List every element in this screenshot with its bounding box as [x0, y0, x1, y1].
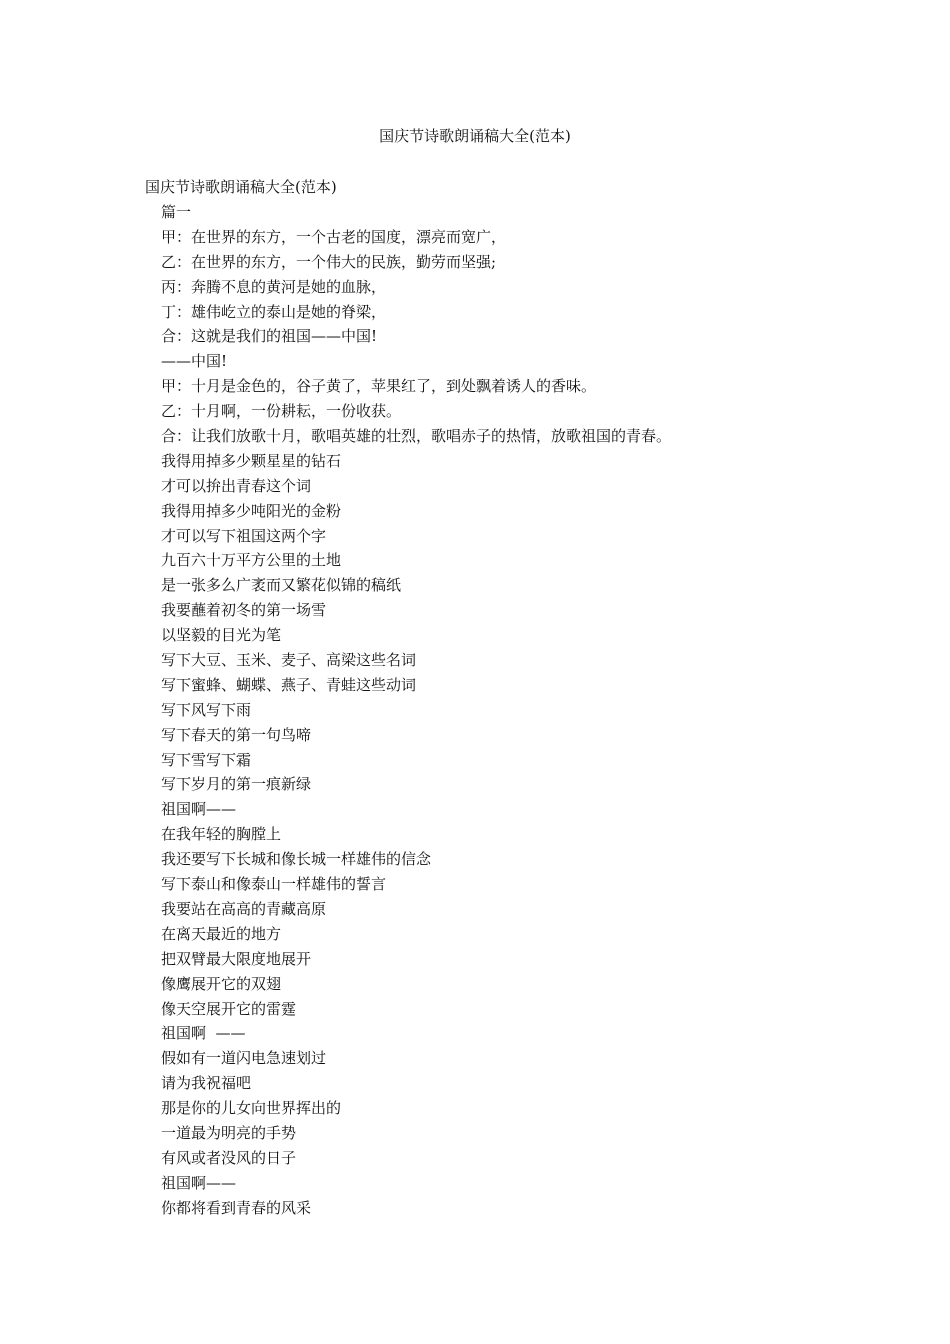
poem-line: 写下风写下雨 — [161, 700, 252, 719]
poem-line: 请为我祝福吧 — [161, 1074, 252, 1093]
poem-line: 祖国啊 —— — [161, 1024, 246, 1043]
poem-line: 甲：在世界的东方，一个古老的国度，漂亮而宽广， — [161, 227, 507, 246]
poem-line: 把双臂最大限度地展开 — [161, 949, 312, 968]
poem-line: 合：让我们放歌十月，歌唱英雄的壮烈，歌唱赤子的热情，放歌祖国的青春。 — [161, 427, 672, 446]
poem-line: 在我年轻的胸膛上 — [161, 825, 282, 844]
poem-line: 写下春天的第一句鸟啼 — [161, 725, 312, 744]
poem-line: 写下雪写下霜 — [161, 750, 252, 769]
poem-line: 乙：在世界的东方，一个伟大的民族，勤劳而坚强; — [161, 252, 497, 271]
poem-line: 像天空展开它的雷霆 — [161, 999, 297, 1018]
poem-line: 才可以写下祖国这两个字 — [161, 526, 327, 545]
poem-line: 我得用掉多少吨阳光的金粉 — [161, 501, 342, 520]
poem-line: 写下泰山和像泰山一样雄伟的誓言 — [161, 875, 387, 894]
poem-body — [161, 202, 671, 1223]
poem-line: 你都将看到青春的风采 — [161, 1198, 312, 1217]
poem-line: 是一张多么广袤而又繁花似锦的稿纸 — [161, 576, 402, 595]
poem-line: 我要站在高高的青藏高原 — [161, 899, 327, 918]
poem-line: 丁：雄伟屹立的泰山是她的脊梁， — [161, 302, 387, 321]
poem-line: 丙：奔腾不息的黄河是她的血脉， — [161, 277, 387, 296]
poem-line: 乙：十月啊，一份耕耘，一份收获。 — [161, 402, 402, 421]
poem-line: 写下岁月的第一痕新绿 — [161, 775, 312, 794]
poem-line: 那是你的儿女向世界挥出的 — [161, 1099, 342, 1118]
poem-line: 假如有一道闪电急速划过 — [161, 1049, 327, 1068]
poem-line: 在离天最近的地方 — [161, 924, 282, 943]
document-title: 国庆节诗歌朗诵稿大全(范本) — [379, 127, 571, 145]
poem-line: 祖国啊—— — [161, 800, 237, 819]
poem-line: 我得用掉多少颗星星的钻石 — [161, 451, 342, 470]
document-heading: 国庆节诗歌朗诵稿大全(范本) — [145, 178, 337, 196]
poem-line: 像鹰展开它的双翅 — [161, 974, 282, 993]
poem-line: 一道最为明亮的手势 — [161, 1123, 297, 1142]
poem-line: 九百六十万平方公里的土地 — [161, 551, 342, 570]
poem-line: 祖国啊—— — [161, 1173, 237, 1192]
poem-line: 才可以拚出青春这个词 — [161, 476, 312, 495]
poem-line: 有风或者没风的日子 — [161, 1148, 297, 1167]
poem-line: ——中国! — [161, 352, 228, 371]
poem-line: 我要蘸着初冬的第一场雪 — [161, 601, 327, 620]
poem-line: 我还要写下长城和像长城一样雄伟的信念 — [161, 850, 432, 869]
poem-line: 写下大豆、玉米、麦子、高梁这些名词 — [161, 651, 417, 670]
poem-line: 合：这就是我们的祖国——中国! — [161, 327, 378, 346]
poem-line: 甲：十月是金色的，谷子黄了，苹果红了，到处飘着诱人的香味。 — [161, 377, 597, 396]
poem-line: 写下蜜蜂、蝴蝶、燕子、青蛙这些动词 — [161, 675, 417, 694]
poem-line: 篇一 — [161, 203, 192, 221]
poem-line: 以坚毅的目光为笔 — [161, 626, 282, 645]
